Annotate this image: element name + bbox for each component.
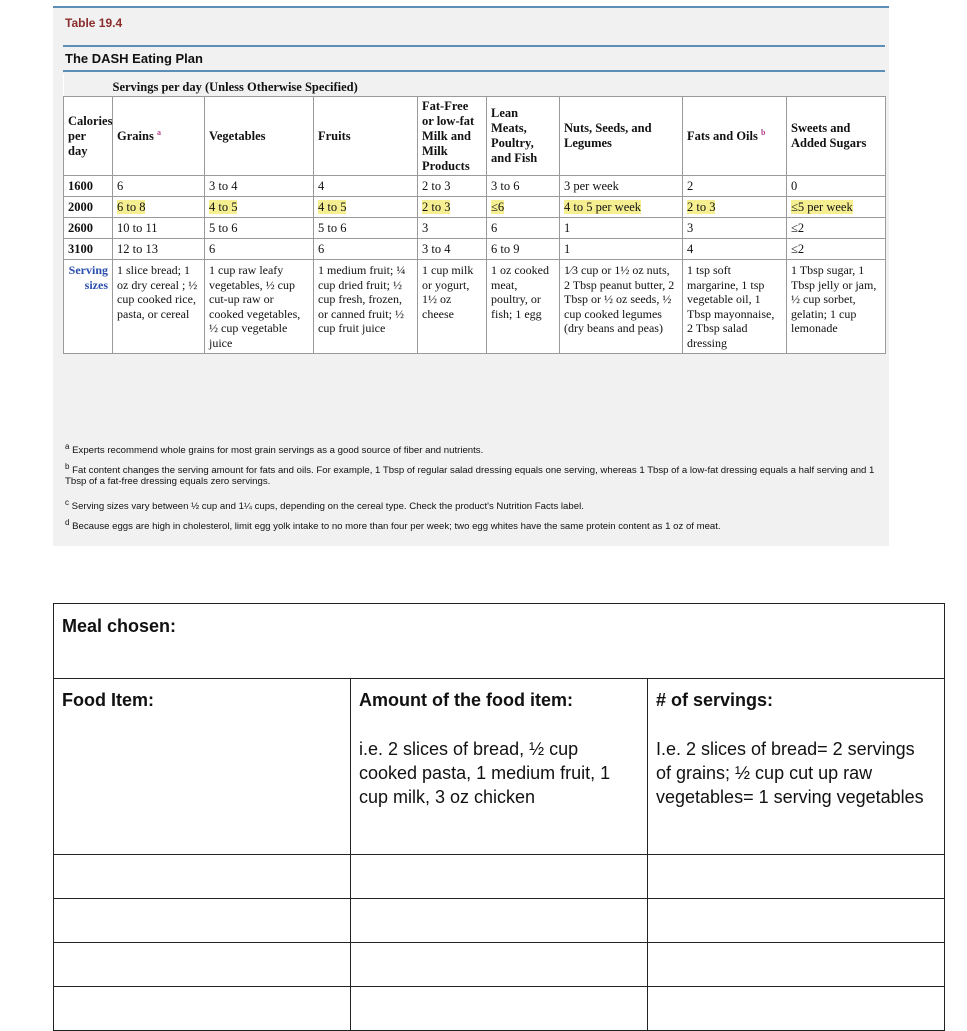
footnote-a: $^a$ Experts recommend whole grains for most grain servings as a good source of fiber and nutrients. (65, 441, 484, 456)
servings-header: # of servings: I.e. 2 slices of bread= 2 servings of grains; ½ cup cut up raw vegetables= 1 serving vegetables (648, 679, 945, 855)
servings-cell[interactable] (648, 899, 945, 943)
serving-sizes-row: Serving sizes 1 slice bread; 1 oz dry cereal ; ½ cup cooked rice, pasta, or cereal 1 cup raw leafy vegetables, ½ cup cut-up raw or cooked vegetables, ½ cup vegetable juice 1 medium fruit; ¼ cup dried fruit; ½ cup fresh, frozen, or canned fruit; ½ cup fruit juice 1 cup milk or yogurt, 1½ oz cheese 1 oz cooked meat, poultry, or fish; 1 egg 1⁄3 cup or 1½ oz nuts, 2 Tbsp peanut butter, 2 Tbsp or ½ oz seeds, ½ cup cooked legumes (dry beans and peas) 1 tsp soft margarine, 1 tsp vegetable oil, 1 Tbsp mayonnaise, 2 Tbsp salad dressing 1 Tbsp sugar, 1 Tbsp jelly or jam, ½ cup sorbet, gelatin; 1 cup lemonade (64, 260, 886, 354)
dash-eating-plan-table (63, 74, 886, 354)
servings-span-header: Servings per day (Unless Otherwise Specified) (113, 74, 487, 97)
col-vegetables: Vegetables (205, 97, 314, 176)
servings-example: I.e. 2 slices of bread= 2 servings of grains; ½ cup cut up raw vegetables= 1 serving vegetables (656, 739, 924, 807)
col-fats: Fats and Oils $^b$ (683, 97, 787, 176)
amount-header: Amount of the food item: i.e. 2 slices of bread, ½ cup cooked pasta, 1 medium fruit, 1 cup milk, 3 oz chicken (351, 679, 648, 855)
col-calories: Calories per day (64, 97, 113, 176)
amount-cell[interactable] (351, 855, 648, 899)
table-row: 3100 12 to 13 6 6 3 to 4 6 to 9 1 4 ≤2 (64, 239, 886, 260)
table-row: 2600 10 to 11 5 to 6 5 to 6 3 6 1 3 ≤2 (64, 218, 886, 239)
servings-cell[interactable] (648, 855, 945, 899)
worksheet-row (54, 943, 945, 987)
col-fruits: Fruits (314, 97, 418, 176)
col-meats: Lean Meats, Poultry, and Fish (487, 97, 560, 176)
table-label: Table 19.4 (65, 16, 123, 30)
title-rule-top (63, 45, 885, 47)
worksheet-row (54, 855, 945, 899)
amount-cell[interactable] (351, 899, 648, 943)
meal-chosen-cell[interactable] (54, 604, 945, 679)
food-item-cell[interactable] (54, 899, 351, 943)
table-row-highlighted: 2000 6 to 8 4 to 5 4 to 5 2 to 3 ≤6 4 to 5 per week 2 to 3 ≤5 per week (64, 197, 886, 218)
title-rule-bottom (63, 70, 885, 72)
footnote-b: $^b$ Fat content changes the serving amount for fats and oils. For example, 1 Tbsp of regular salad dressing equals one serving, whereas 1 Tbsp of a low-fat dressing equals a half serving and 1 Tbsp of a fat-free dressing equals zero servings. (65, 461, 875, 487)
table-row: 1600 6 3 to 4 4 2 to 3 3 to 6 3 per week 2 0 (64, 176, 886, 197)
food-item-cell[interactable] (54, 855, 351, 899)
footnote-d: $^d$ Because eggs are high in cholesterol, limit egg yolk intake to no more than four per week; two egg whites have the same protein content as 1 oz of meat. (65, 517, 721, 532)
col-grains: Grains $^a$ (113, 97, 205, 176)
food-item-cell[interactable] (54, 943, 351, 987)
food-item-header: Food Item: (54, 679, 351, 855)
meal-chosen-label: Meal chosen: (62, 616, 177, 636)
meal-worksheet-table (53, 603, 945, 1031)
worksheet-row (54, 899, 945, 943)
amount-cell[interactable] (351, 943, 648, 987)
col-dairy: Fat-Free or low-fat Milk and Milk Products (418, 97, 487, 176)
amount-example: i.e. 2 slices of bread, ½ cup cooked pasta, 1 medium fruit, 1 cup milk, 3 oz chicken (359, 739, 611, 807)
col-sweets: Sweets and Added Sugars (787, 97, 886, 176)
dash-table-panel (53, 6, 889, 546)
col-nuts: Nuts, Seeds, and Legumes (560, 97, 683, 176)
servings-cell[interactable] (648, 943, 945, 987)
footnote-c: $^c$ Serving sizes vary between ½ cup and 1¼ cups, depending on the cereal type. Check the product's Nutrition Facts label. (65, 497, 584, 512)
serving-sizes-label: Serving sizes (64, 260, 113, 354)
table-title: The DASH Eating Plan (65, 51, 203, 66)
